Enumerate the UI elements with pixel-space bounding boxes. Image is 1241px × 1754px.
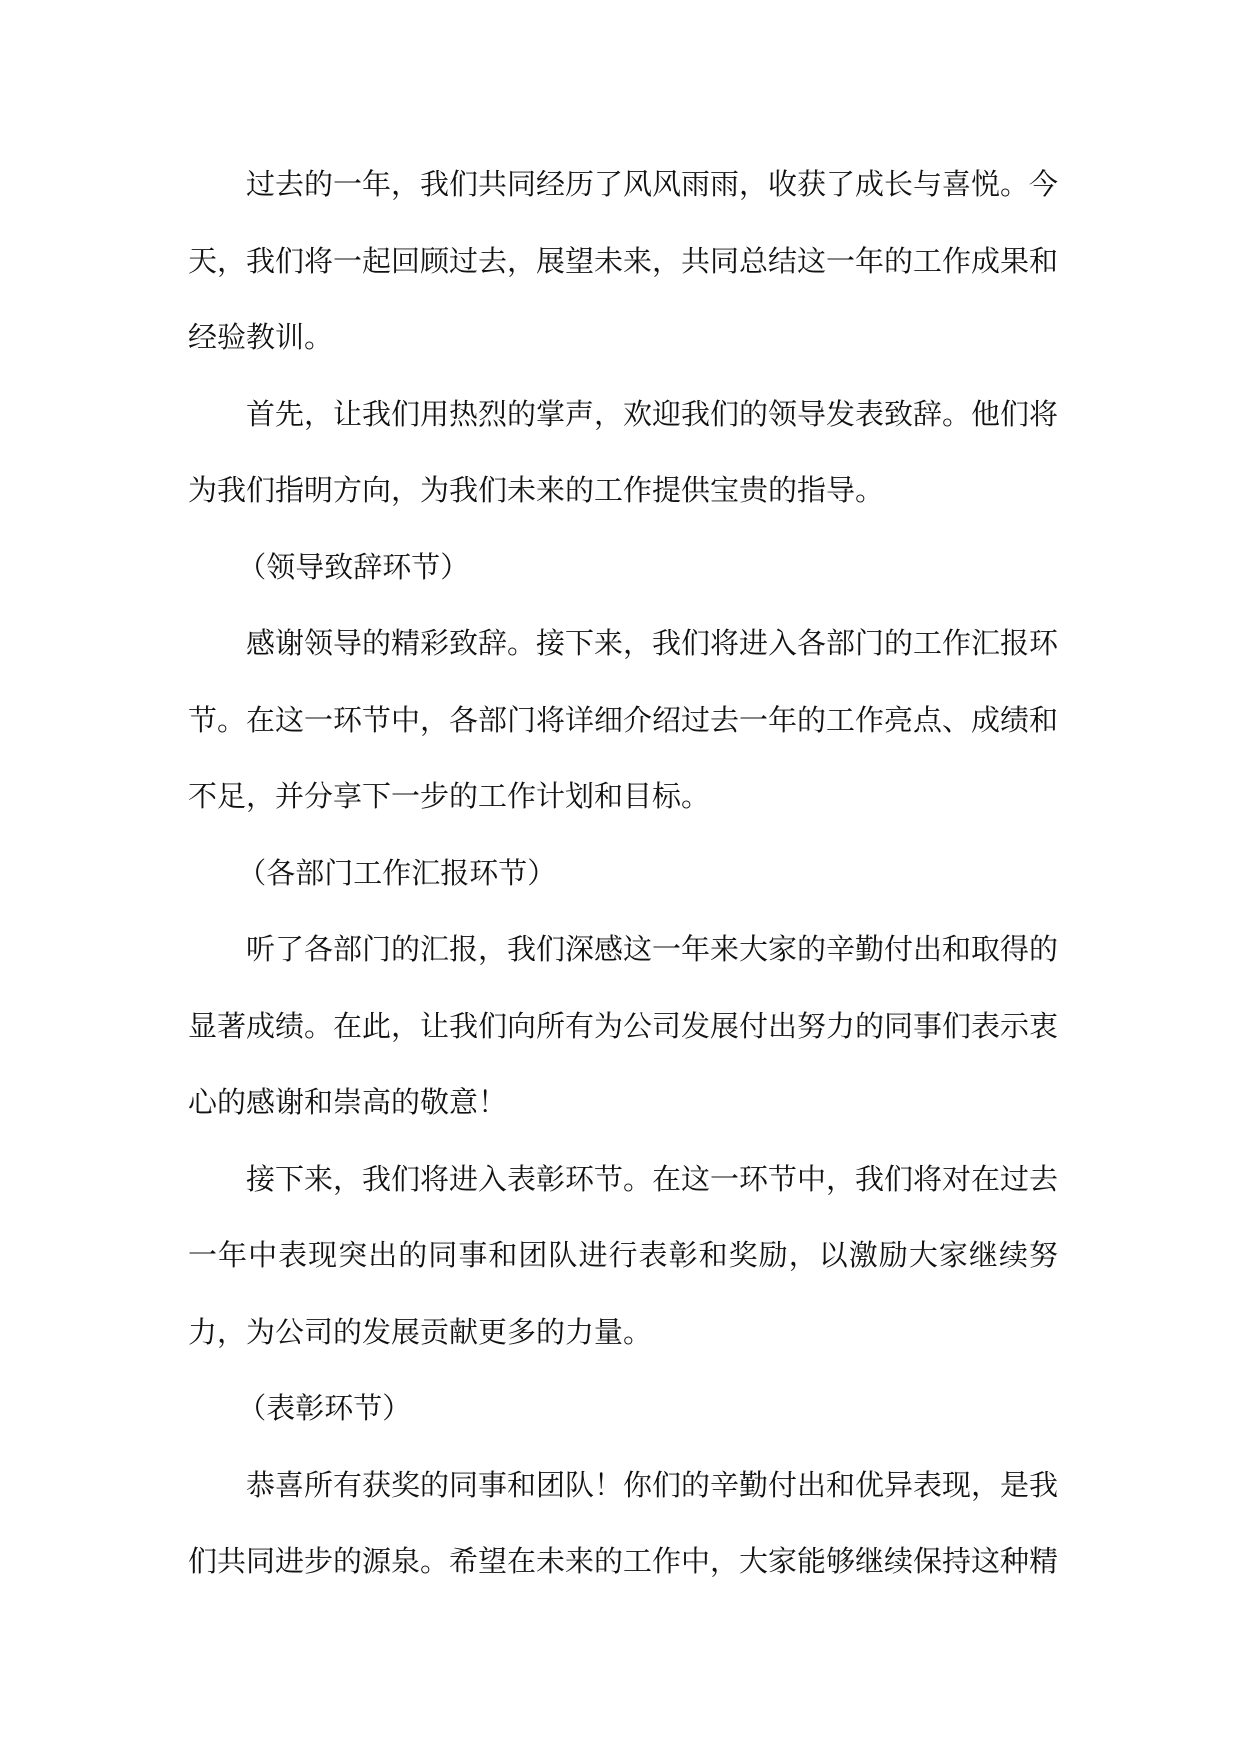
section-marker-leader-speech: （领导致辞环节）	[237, 549, 470, 584]
paragraph-award-intro: 接下来，我们将进入表彰环节。在这一环节中，我们将对在过去一年中表现突出的同事和团队进行表彰和奖励，以激励大家继续努力，为公司的发展贡献更多的力量。	[188, 1161, 1059, 1349]
paragraph-congratulations: 恭喜所有获奖的同事和团队！你们的辛勤付出和优异表现，是我们共同进步的源泉。希望在未来的工作中，大家能够继续保持这种精	[188, 1467, 1059, 1578]
paragraph-leader-speech-intro: 首先，让我们用热烈的掌声，欢迎我们的领导发表致辞。他们将为我们指明方向，为我们未来的工作提供宝贵的指导。	[188, 396, 1059, 507]
section-marker-award: （表彰环节）	[237, 1391, 412, 1425]
document-body	[188, 146, 1058, 1600]
paragraph-thanks: 听了各部门的汇报，我们深感这一年来大家的辛勤付出和取得的显著成绩。在此，让我们向所有为公司发展付出努力的同事们表示衷心的感谢和崇高的敬意！	[188, 932, 1059, 1119]
section-marker-department-report: （各部门工作汇报环节）	[237, 855, 557, 890]
paragraph-department-report-intro: 感谢领导的精彩致辞。接下来，我们将进入各部门的工作汇报环节。在这一环节中，各部门将详细介绍过去一年的工作亮点、成绩和不足，并分享下一步的工作计划和目标。	[188, 626, 1059, 813]
paragraph-intro: 过去的一年，我们共同经历了风风雨雨，收获了成长与喜悦。今天，我们将一起回顾过去，展望未来，共同总结这一年的工作成果和经验教训。	[188, 167, 1059, 354]
